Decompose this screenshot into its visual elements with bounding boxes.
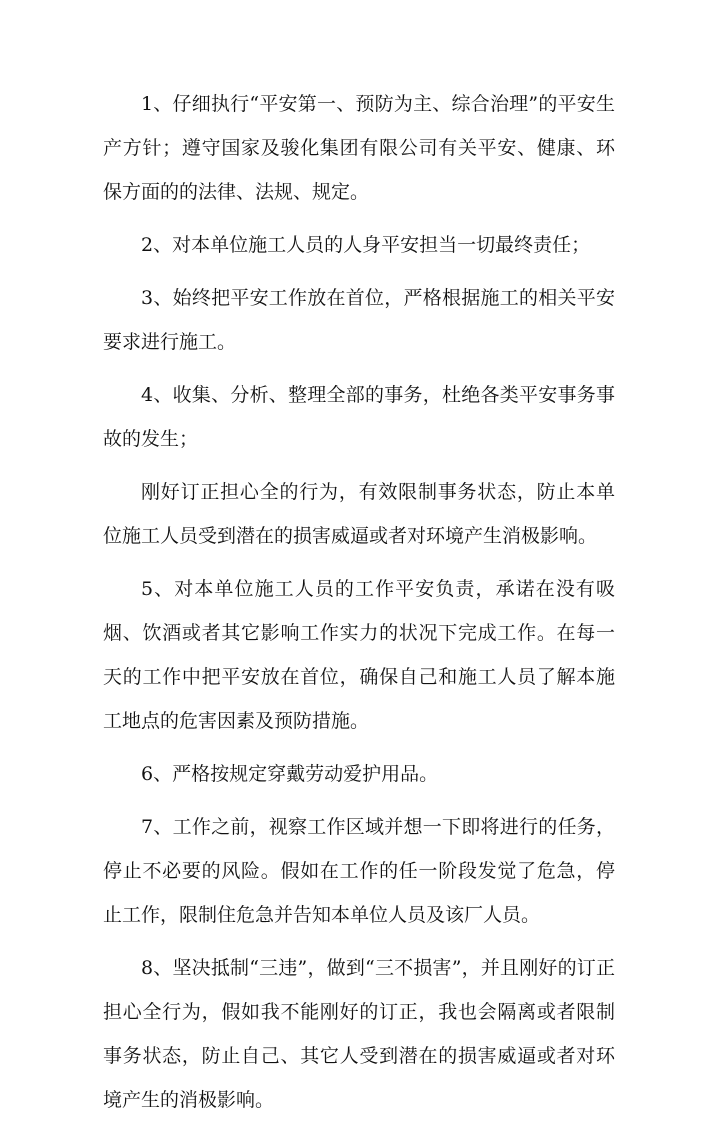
paragraph-6: 6、严格按规定穿戴劳动爱护用品。 (141, 763, 439, 785)
paragraph-2: 2、对本单位施工人员的人身平安担当一切最终责任； (141, 234, 591, 256)
paragraph-4: 4、收集、分析、整理全部的事务，杜绝各类平安事务事故的发生； (103, 384, 615, 450)
paragraph-1: 1、仔细执行“平安第一、预防为主、综合治理”的平安生产方针；遵守国家及骏化集团有限公司有关平安、健康、环保方面的的法律、法规、规定。 (103, 93, 615, 203)
paragraph-3: 3、始终把平安工作放在首位，严格根据施工的相关平安要求进行施工。 (103, 287, 615, 353)
paragraph-5: 5、对本单位施工人员的工作平安负责，承诺在没有吸烟、饮酒或者其它影响工作实力的状况下完成工作。在每一天的工作中把平安放在首位，确保自己和施工人员了解本施工地点的危害因素及预防措施。 (103, 578, 615, 732)
paragraph-8: 8、坚决抵制“三违”，做到“三不损害”，并且刚好的订正担心全行为，假如我不能刚好的订正，我也会隔离或者限制事务状态，防止自己、其它人受到潜在的损害威逼或者对环境产生的消极影响。 (103, 957, 615, 1111)
paragraph-correction: 刚好订正担心全的行为，有效限制事务状态，防止本单位施工人员受到潜在的损害威逼或者对环境产生消极影响。 (103, 481, 615, 547)
document-body (103, 82, 615, 1131)
paragraph-7: 7、工作之前，视察工作区域并想一下即将进行的任务，停止不必要的风险。假如在工作的任一阶段发觉了危急，停止工作，限制住危急并告知本单位人员及该厂人员。 (103, 816, 615, 926)
